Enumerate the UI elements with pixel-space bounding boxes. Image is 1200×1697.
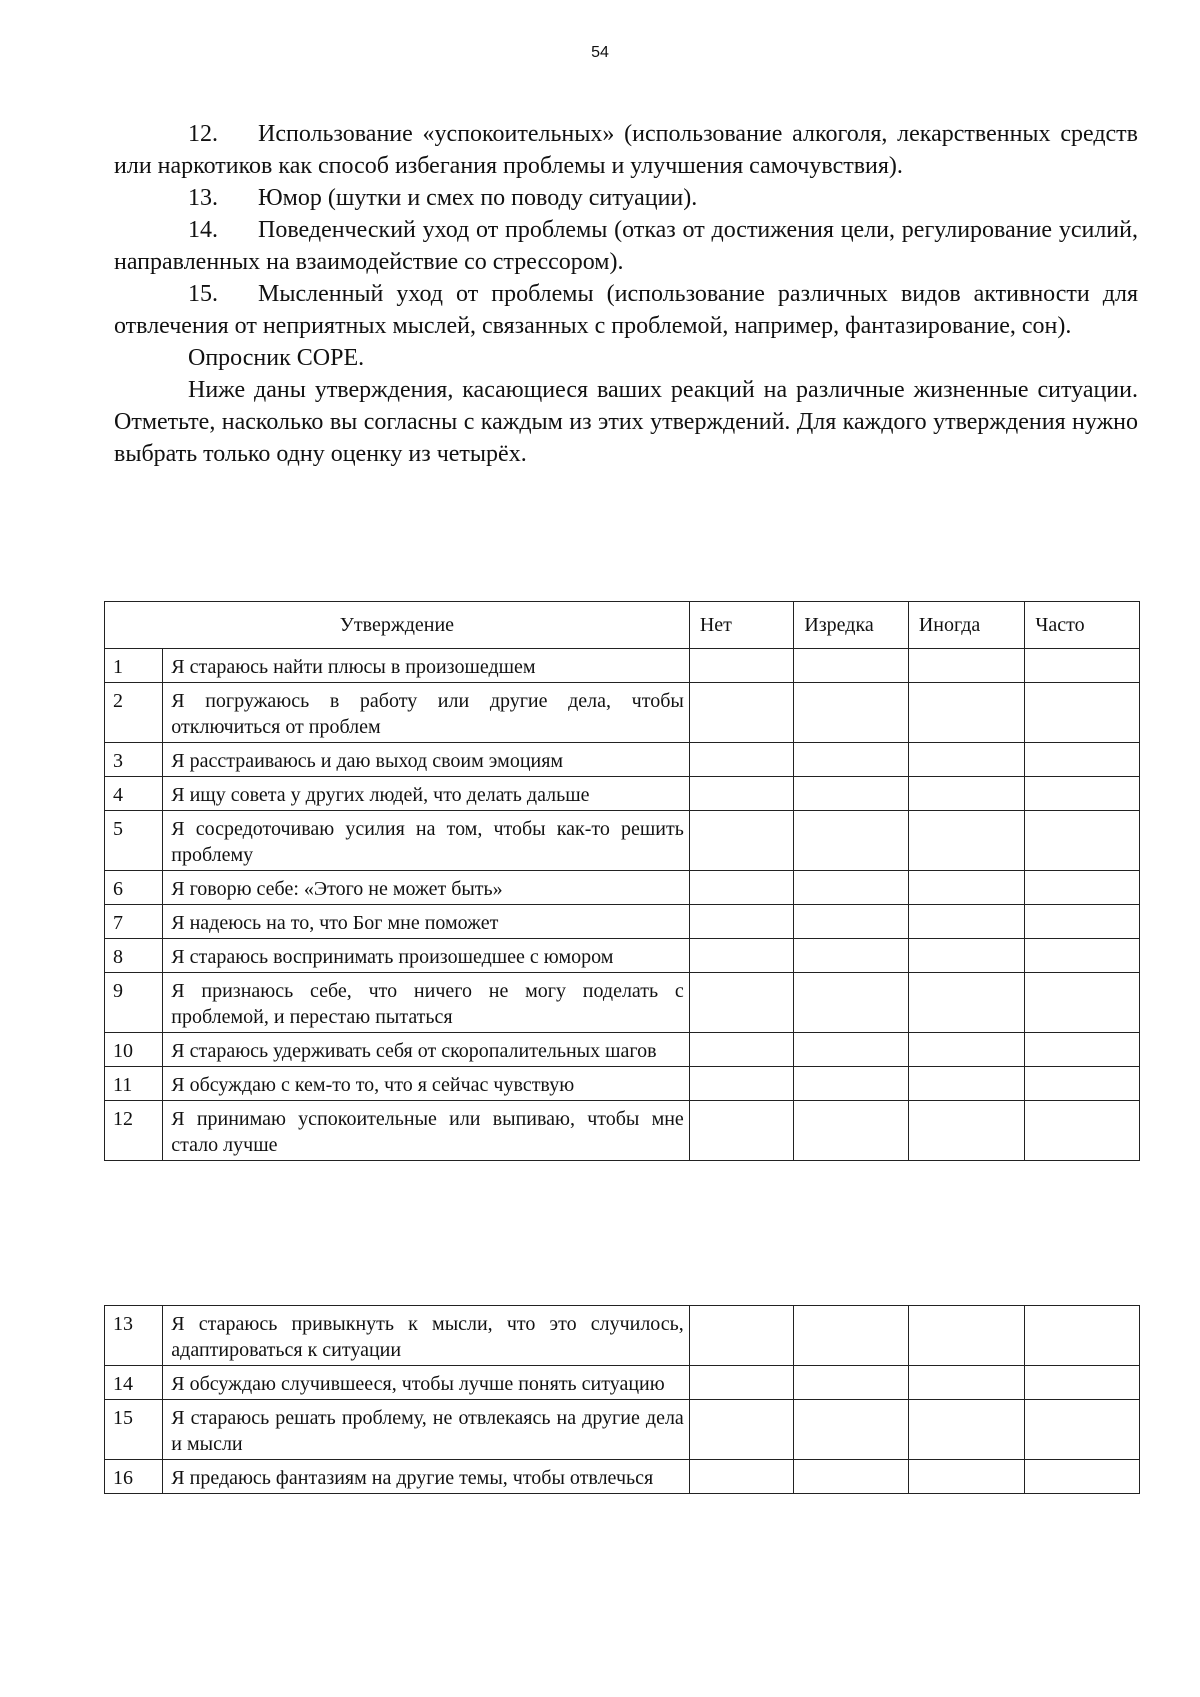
row-number: 2 [105,683,163,743]
row-number: 3 [105,743,163,777]
answer-cell-no[interactable] [689,973,794,1033]
answer-cell-often[interactable] [1025,777,1140,811]
paragraph-13-text: Юмор (шутки и смех по поводу ситуации). [258,185,698,211]
statement-text: Я признаюсь себе, что ничего не могу поделать с проблемой, и перестаю пытаться [163,973,690,1033]
table-row [105,1366,1140,1400]
answer-cell-rarely[interactable] [794,1033,909,1067]
row-number: 12 [105,1101,163,1161]
table-row [105,871,1140,905]
answer-cell-often[interactable] [1025,871,1140,905]
answer-cell-sometimes[interactable] [908,649,1025,683]
statement-text: Я принимаю успокоительные или выпиваю, чтобы мне стало лучше [163,1101,690,1161]
row-number: 15 [105,1400,163,1460]
answer-cell-rarely[interactable] [794,973,909,1033]
table-row [105,1101,1140,1161]
answer-cell-rarely[interactable] [794,1460,909,1494]
header-sometimes: Иногда [908,602,1025,649]
paragraph-12-text: Использование «успокоительных» (использование алкоголя, лекарственных средств или наркотиков как способ избегания проблемы и улучшения самочувствия). [114,121,1138,179]
answer-cell-no[interactable] [689,1400,794,1460]
row-number: 8 [105,939,163,973]
cope-questionnaire-table-part-1 [104,601,1140,1161]
answer-cell-sometimes[interactable] [908,1306,1025,1366]
answer-cell-often[interactable] [1025,1306,1140,1366]
answer-cell-no[interactable] [689,939,794,973]
answer-cell-often[interactable] [1025,905,1140,939]
answer-cell-sometimes[interactable] [908,777,1025,811]
statement-text: Я обсуждаю случившееся, чтобы лучше понять ситуацию [163,1366,690,1400]
header-statement: Утверждение [105,602,690,649]
answer-cell-often[interactable] [1025,743,1140,777]
answer-cell-sometimes[interactable] [908,871,1025,905]
answer-cell-no[interactable] [689,1033,794,1067]
answer-cell-rarely[interactable] [794,871,909,905]
table-row [105,905,1140,939]
paragraph-13 [114,182,1138,214]
paragraph-15 [114,278,1138,342]
paragraph-12 [114,118,1138,182]
answer-cell-rarely[interactable] [794,1067,909,1101]
answer-cell-no[interactable] [689,743,794,777]
statement-text: Я предаюсь фантазиям на другие темы, чтобы отвлечься [163,1460,690,1494]
table-body-part-2 [105,1306,1140,1494]
table-row [105,811,1140,871]
table-row [105,1033,1140,1067]
answer-cell-no[interactable] [689,683,794,743]
answer-cell-sometimes[interactable] [908,683,1025,743]
answer-cell-sometimes[interactable] [908,1033,1025,1067]
answer-cell-often[interactable] [1025,1460,1140,1494]
cope-questionnaire-table-part-2 [104,1305,1140,1494]
table-row [105,649,1140,683]
row-number: 11 [105,1067,163,1101]
answer-cell-rarely[interactable] [794,1306,909,1366]
answer-cell-often[interactable] [1025,1101,1140,1161]
statement-text: Я стараюсь воспринимать произошедшее с юмором [163,939,690,973]
answer-cell-no[interactable] [689,905,794,939]
statement-text: Я стараюсь удерживать себя от скоропалительных шагов [163,1033,690,1067]
paragraph-14-number: 14. [188,217,218,243]
table-row [105,1400,1140,1460]
row-number: 7 [105,905,163,939]
answer-cell-rarely[interactable] [794,1101,909,1161]
table-row [105,777,1140,811]
statement-text: Я говорю себе: «Этого не может быть» [163,871,690,905]
row-number: 1 [105,649,163,683]
statement-text: Я ищу совета у других людей, что делать дальше [163,777,690,811]
table-row [105,939,1140,973]
statement-text: Я погружаюсь в работу или другие дела, чтобы отключиться от проблем [163,683,690,743]
answer-cell-no[interactable] [689,1101,794,1161]
table-row [105,683,1140,743]
answer-cell-often[interactable] [1025,649,1140,683]
row-number: 5 [105,811,163,871]
answer-cell-rarely[interactable] [794,743,909,777]
answer-cell-sometimes[interactable] [908,743,1025,777]
answer-cell-sometimes[interactable] [908,811,1025,871]
table-row [105,743,1140,777]
paragraph-12-number: 12. [188,121,218,147]
answer-cell-rarely[interactable] [794,811,909,871]
paragraph-15-text: Мысленный уход от проблемы (использование различных видов активности для отвлечения от неприятных мыслей, связанных с проблемой, например, фантазирование, сон). [114,281,1138,339]
row-number: 16 [105,1460,163,1494]
paragraph-13-number: 13. [188,185,218,211]
answer-cell-often[interactable] [1025,1067,1140,1101]
table-body-part-1 [105,649,1140,1161]
header-no: Нет [689,602,794,649]
table-row [105,1306,1140,1366]
table-row [105,1067,1140,1101]
page-number: 54 [591,44,609,61]
answer-cell-often[interactable] [1025,1366,1140,1400]
answer-cell-no[interactable] [689,871,794,905]
answer-cell-no[interactable] [689,1067,794,1101]
statement-text: Я обсуждаю с кем-то то, что я сейчас чувствую [163,1067,690,1101]
answer-cell-rarely[interactable] [794,939,909,973]
answer-cell-no[interactable] [689,777,794,811]
answer-cell-sometimes[interactable] [908,1101,1025,1161]
paragraph-14-text: Поведенческий уход от проблемы (отказ от достижения цели, регулирование усилий, направленных на взаимодействие со стрессором). [114,217,1138,275]
answer-cell-rarely[interactable] [794,683,909,743]
answer-cell-often[interactable] [1025,973,1140,1033]
header-often: Часто [1025,602,1140,649]
table-row [105,1460,1140,1494]
answer-cell-often[interactable] [1025,1400,1140,1460]
answer-cell-no[interactable] [689,649,794,683]
body-text [114,118,1138,470]
row-number: 9 [105,973,163,1033]
row-number: 13 [105,1306,163,1366]
answer-cell-often[interactable] [1025,683,1140,743]
statement-text: Я надеюсь на то, что Бог мне поможет [163,905,690,939]
answer-cell-sometimes[interactable] [908,1400,1025,1460]
answer-cell-sometimes[interactable] [908,905,1025,939]
paragraph-15-number: 15. [188,281,218,307]
row-number: 14 [105,1366,163,1400]
table-header-row [105,602,1140,649]
answer-cell-rarely[interactable] [794,1400,909,1460]
statement-text: Я стараюсь привыкнуть к мысли, что это случилось, адаптироваться к ситуации [163,1306,690,1366]
instructions-paragraph: Ниже даны утверждения, касающиеся ваших реакций на различные жизненные ситуации. Отметьте, насколько вы согласны с каждым из этих утверждений. Для каждого утверждения нужно выбрать только одну оценку из четырёх. [114,377,1138,467]
answer-cell-no[interactable] [689,1366,794,1400]
answer-cell-no[interactable] [689,1306,794,1366]
answer-cell-rarely[interactable] [794,777,909,811]
answer-cell-sometimes[interactable] [908,1460,1025,1494]
row-number: 10 [105,1033,163,1067]
statement-text: Я стараюсь найти плюсы в произошедшем [163,649,690,683]
answer-cell-sometimes[interactable] [908,1366,1025,1400]
table-row [105,973,1140,1033]
statement-text: Я сосредоточиваю усилия на том, чтобы как-то решить проблему [163,811,690,871]
header-rarely: Изредка [794,602,909,649]
answer-cell-rarely[interactable] [794,1366,909,1400]
answer-cell-sometimes[interactable] [908,939,1025,973]
statement-text: Я расстраиваюсь и даю выход своим эмоциям [163,743,690,777]
answer-cell-sometimes[interactable] [908,973,1025,1033]
answer-cell-sometimes[interactable] [908,1067,1025,1101]
row-number: 6 [105,871,163,905]
answer-cell-no[interactable] [689,1460,794,1494]
row-number: 4 [105,777,163,811]
answer-cell-rarely[interactable] [794,905,909,939]
answer-cell-often[interactable] [1025,811,1140,871]
questionnaire-title: Опросник COPE. [188,345,365,371]
answer-cell-often[interactable] [1025,1033,1140,1067]
answer-cell-no[interactable] [689,811,794,871]
answer-cell-often[interactable] [1025,939,1140,973]
answer-cell-rarely[interactable] [794,649,909,683]
paragraph-14 [114,214,1138,278]
statement-text: Я стараюсь решать проблему, не отвлекаясь на другие дела и мысли [163,1400,690,1460]
